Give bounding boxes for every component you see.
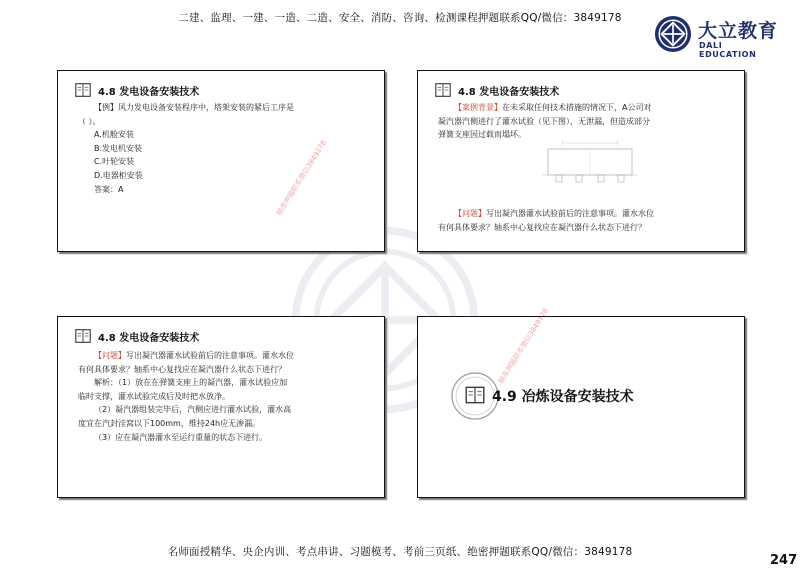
book-icon [434, 81, 452, 99]
case-line: 凝汽器汽侧进行了灌水试验（见下图），无泄漏，但造成部分 [438, 116, 650, 126]
header-contact-text: 二建、监理、一建、一造、二造、安全、消防、咨询、检测课程押题联系QQ/微信：3849178 [178, 12, 622, 24]
question-tag: 【问题】 [454, 209, 486, 218]
option-d: D.电器柜安装 [94, 170, 143, 180]
case-line: 在未采取任何技术措施的情况下，A公司对 [502, 103, 652, 112]
footer-contact-text: 名师面授精华、央企内训、考点串讲、习题模考、考前三页纸、绝密押题联系QQ/微信：3849178 [167, 546, 633, 558]
option-b: B.发电机安装 [94, 143, 143, 153]
analysis-line: 度宜在汽封洼窝以下100mm，维持24h应无渗漏。 [78, 418, 261, 428]
case-tag: 【案例背景】 [454, 103, 502, 112]
logo [654, 13, 780, 59]
analysis-line: （3）应在凝汽器灌水至运行重量的状态下进行。 [94, 432, 268, 442]
condenser-diagram [542, 135, 638, 191]
logo-name-en: DALI EDUCATION [699, 41, 757, 59]
question-line: （ ）。 [78, 116, 101, 126]
case-line: 弹簧支座因过载而塌坏。 [438, 130, 526, 140]
slide-title: 4.8 发电设备安装技术 [98, 333, 200, 344]
watermark-stamp: 精准押题联系微信3849178 [275, 138, 329, 218]
question-line: 【例】风力发电设备安装程序中，塔架安装的紧后工序是 [94, 103, 294, 112]
example-question [78, 101, 294, 196]
logo-name-cn: 大立教育 [698, 20, 779, 42]
dali-logo-icon [654, 15, 692, 53]
section-title-block [450, 371, 650, 421]
page-number: 247 [770, 553, 798, 568]
slide-thumbnail [417, 306, 745, 498]
section-title: 4.9 冶炼设备安装技术 [492, 389, 634, 405]
option-c: C.叶轮安装 [94, 157, 135, 167]
analysis-line: 临时支撑，灌水试验完成后及时把水放净。 [78, 391, 230, 401]
slide-thumbnail [57, 70, 385, 252]
book-icon [74, 81, 92, 99]
question-tag: 【问题】 [94, 351, 126, 360]
question-line: 写出凝汽器灌水试验前后的注意事项。灌水水位 [486, 209, 654, 218]
slide-title: 4.8 发电设备安装技术 [98, 87, 200, 98]
book-icon [74, 327, 92, 345]
slide-thumbnail [417, 70, 745, 252]
book-icon [464, 384, 486, 406]
question-line: 有何具体要求？轴系中心复找应在凝汽器什么状态下进行？ [438, 222, 646, 232]
answer-analysis [78, 349, 294, 444]
option-a: A.机舱安装 [94, 130, 134, 140]
analysis-line: （2）凝汽器组装完毕后，汽侧应进行灌水试验，灌水高 [94, 405, 292, 415]
slide-title: 4.8 发电设备安装技术 [458, 87, 560, 98]
question-line: 有何具体要求？轴系中心复找应在凝汽器什么状态下进行？ [78, 364, 286, 374]
slide-thumbnail [57, 316, 385, 498]
watermark-stamp: 精准押题联系微信3849178 [497, 306, 551, 386]
question-line: 写出凝汽器灌水试验前后的注意事项。灌水水位 [126, 351, 294, 360]
analysis-line: 解析：（1）放在在弹簧支座上的凝汽器，灌水试验应加 [94, 378, 288, 388]
case-question [438, 207, 654, 234]
answer-line: 答案：A [94, 184, 124, 194]
